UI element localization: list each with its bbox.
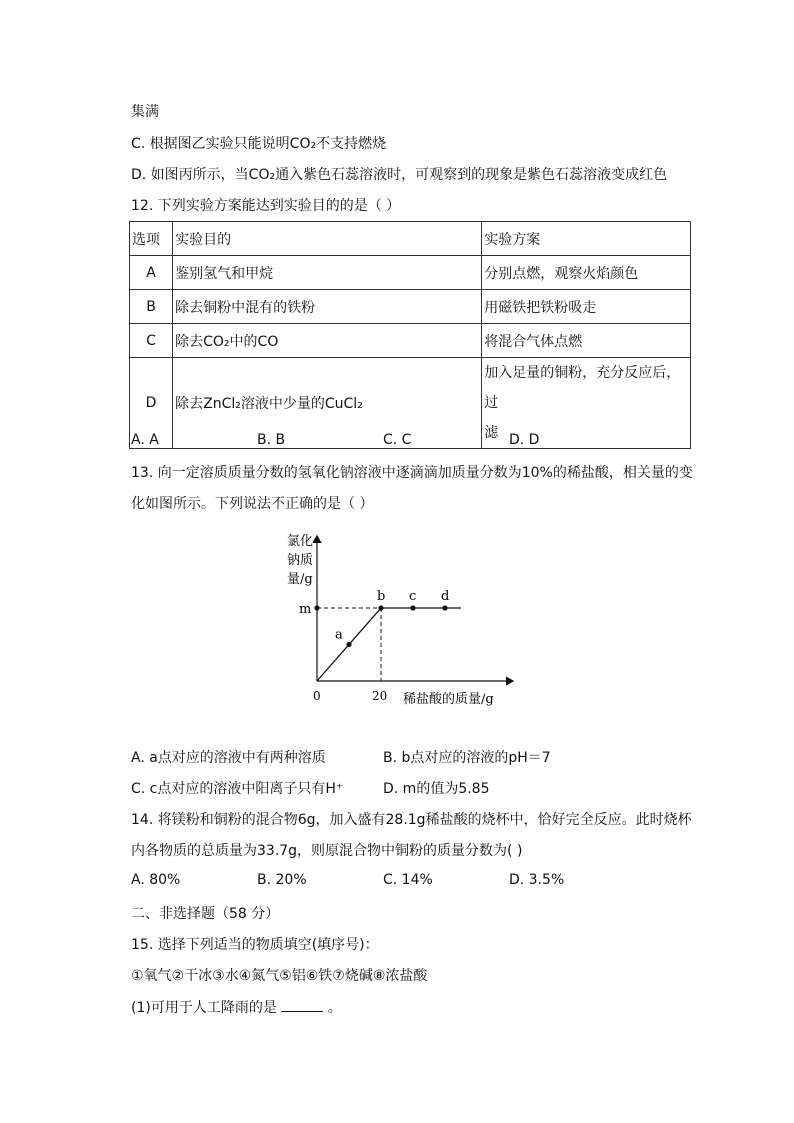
q13-option-b: B. b点对应的溶液的pH＝7: [383, 750, 551, 766]
row-b-option: B: [130, 290, 173, 324]
q12-option-d: D. D: [509, 432, 540, 448]
header-option: 选项: [130, 222, 173, 256]
q14-option-d: D. 3.5%: [509, 872, 565, 888]
q13-option-d: D. m的值为5.85: [383, 781, 490, 797]
q13-option-c: C. c点对应的溶液中阳离子只有H⁺: [131, 781, 344, 797]
row-d-plan-line2: 滤: [484, 425, 499, 441]
point-m: [314, 605, 319, 610]
option-d-text: D. 如图丙所示，当CO₂通入紫色石蕊溶液时，可观察到的现象是紫色石蕊溶液变成红色: [131, 167, 668, 183]
x-tick-label: 20: [372, 689, 388, 703]
sodium-chloride-chart: [270, 528, 520, 714]
option-c-text: C. 根据图乙实验只能说明CO₂不支持燃烧: [131, 136, 387, 152]
q14-option-c: C. 14%: [383, 872, 433, 888]
point-label-c: c: [409, 589, 417, 604]
header-plan: 实验方案: [482, 222, 691, 256]
question-13-options-row2: [131, 778, 490, 798]
row-a-goal: 鉴别氢气和甲烷: [173, 256, 482, 290]
point-label-a: a: [335, 627, 343, 643]
row-c-option: C: [130, 324, 173, 358]
y-axis-label-2: 钠质: [287, 553, 314, 568]
question-12-options: [131, 432, 539, 448]
question-13-stem-line2: 化如图所示。下列说法不正确的是（ ）: [131, 496, 374, 512]
question-15-part1: [131, 997, 342, 1018]
question-12-stem: 12. 下列实验方案能达到实验目的的是（ ）: [131, 198, 401, 214]
row-a-plan: 分别点燃，观察火焰颜色: [482, 256, 691, 290]
question-14-stem-line1: 14. 将镁粉和铜粉的混合物6g，加入盛有28.1g稀盐酸的烧杯中，恰好完全反应。此时烧杯: [131, 812, 692, 828]
row-b-goal: 除去铜粉中混有的铁粉: [173, 290, 482, 324]
question-14-options: [131, 872, 564, 888]
point-label-b: b: [377, 589, 386, 604]
origin-label: 0: [313, 689, 321, 703]
table-header-row: [130, 222, 691, 256]
answer-blank[interactable]: [281, 997, 323, 1012]
row-c-goal: 除去CO₂中的CO: [173, 324, 482, 358]
q12-option-c: C. C: [383, 432, 412, 448]
q15-part1-end: 。: [327, 1000, 342, 1016]
row-c-plan: 将混合气体点燃: [482, 324, 691, 358]
point-d: [442, 605, 447, 610]
q15-part1-text: (1)可用于人工降雨的是: [131, 1000, 277, 1016]
q14-option-a: A. 80%: [131, 872, 181, 888]
point-label-d: d: [441, 589, 450, 604]
text-line-collect: 集满: [131, 104, 159, 120]
question-13-stem-line1: 13. 向一定溶质质量分数的氢氧化钠溶液中逐滴滴加质量分数为10%的稀盐酸，相关量的变: [131, 465, 693, 481]
point-a: [346, 642, 351, 647]
x-axis-label: 稀盐酸的质量/g: [403, 692, 494, 707]
table-row: [130, 256, 691, 290]
q12-option-b: B. B: [257, 432, 286, 448]
y-tick-label: m: [299, 602, 312, 617]
q12-option-a: A. A: [131, 432, 159, 448]
header-goal: 实验目的: [173, 222, 482, 256]
question-13-options-row1: [131, 747, 551, 767]
row-d-goal: 除去ZnCl₂溶液中少量的CuCl₂: [173, 358, 482, 449]
question-15-stem: 15. 选择下列适当的物质填空(填序号)：: [131, 937, 379, 953]
table-row: [130, 324, 691, 358]
q13-option-a: A. a点对应的溶液中有两种溶质: [131, 750, 326, 766]
point-b: [378, 605, 383, 610]
row-a-option: A: [130, 256, 173, 290]
row-d-plan-line1: 加入足量的铜粉，充分反应后，过: [484, 365, 681, 411]
y-axis-label-3: 量/g: [287, 572, 313, 587]
series-line-0: [317, 608, 461, 681]
row-b-plan: 用磁铁把铁粉吸走: [482, 290, 691, 324]
section-heading: 二、非选择题（58 分）: [131, 906, 280, 922]
table-row: [130, 290, 691, 324]
question-14-stem-line2: 内各物质的总质量为33.7g，则原混合物中铜粉的质量分数为( ): [131, 843, 523, 859]
point-c: [410, 605, 415, 610]
q14-option-b: B. 20%: [257, 872, 307, 888]
y-axis-label-1: 氯化: [287, 534, 314, 549]
row-d-option: D: [130, 358, 173, 449]
question-15-substances: ①氧气②干冰③水④氮气⑤铝⑥铁⑦烧碱⑧浓盐酸: [131, 968, 428, 984]
question-12-table: [129, 221, 691, 449]
